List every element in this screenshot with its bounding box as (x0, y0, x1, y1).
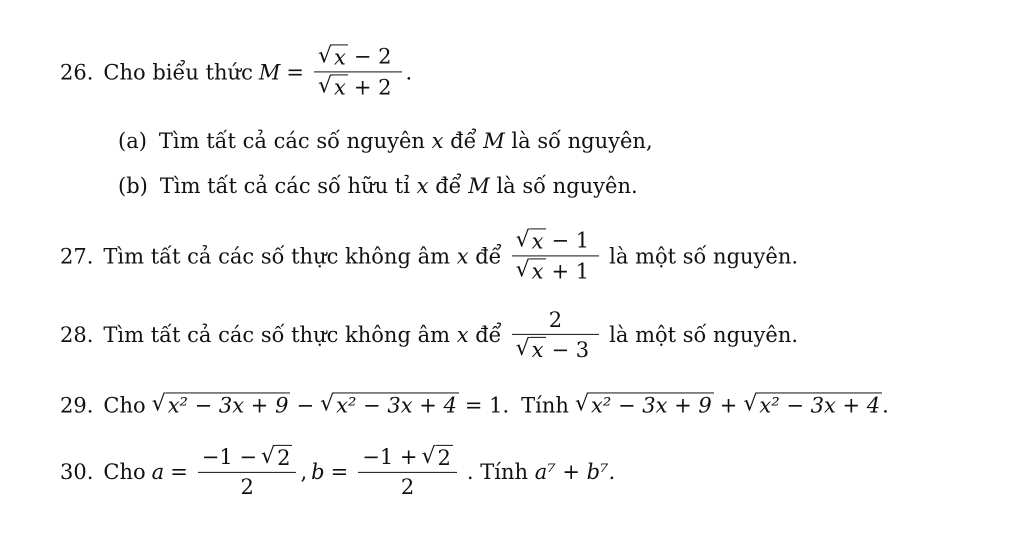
problem-number: 28. (60, 322, 94, 347)
definition-a: a = −1 − √ 2 2 , b = −1 + √ 2 2 (152, 445, 461, 499)
variable-M: M (468, 174, 490, 198)
variable-b: b (311, 459, 325, 484)
problem-text: Cho biểu thức (103, 60, 253, 84)
square-root: √ x (317, 43, 346, 70)
variable-a: a (151, 459, 165, 484)
fraction (512, 228, 600, 283)
fraction (314, 44, 402, 99)
problem-number: 30. (60, 459, 94, 484)
square-root: √ x² − 3x + 4 (743, 391, 881, 418)
variable-x: x (456, 322, 469, 347)
fraction-bar (314, 72, 402, 73)
fraction-denominator: √ x + 2 (317, 73, 392, 100)
square-root: √ x (515, 227, 544, 254)
period: . (405, 60, 413, 84)
fraction-numerator: √ x − 2 (317, 43, 392, 70)
variable-x: x (416, 174, 429, 198)
square-root: √ x (317, 73, 346, 100)
equation: √ x² − 3x + 9 − √ x² − 3x + 4 = 1. (151, 391, 510, 418)
fraction-denominator: √ x + 1 (515, 257, 590, 284)
fraction-numerator: 2 (548, 307, 563, 332)
square-root: √ x (515, 257, 544, 284)
square-root: √ 2 (421, 443, 451, 470)
fraction (198, 445, 297, 499)
fraction-bar (198, 472, 297, 473)
fraction-bar (512, 334, 600, 335)
part-label: (b) (118, 174, 148, 198)
variable-M: M (483, 129, 505, 153)
fraction-bar (512, 256, 600, 257)
variable-x: x (431, 129, 444, 153)
fraction-numerator: −1 − √ 2 (201, 443, 291, 470)
square-root: √ x² − 3x + 9 (574, 391, 712, 418)
variable-x: x (456, 244, 469, 268)
square-root: √ x² − 3x + 4 (320, 391, 457, 418)
fraction (358, 445, 457, 499)
fraction-bar (358, 472, 457, 473)
equals-sign: = (286, 60, 304, 84)
variable-M: M (258, 60, 281, 84)
square-root: √ 2 (261, 443, 291, 470)
problem-number: 29. (60, 393, 94, 417)
fraction (512, 308, 600, 362)
problem-number: 27. (60, 244, 94, 268)
fraction-numerator: √ x − 1 (515, 227, 590, 254)
fraction-denominator: √ x − 3 (515, 336, 590, 363)
part-label: (a) (118, 129, 147, 153)
fraction-denominator: 2 (400, 474, 415, 499)
target-expression: a⁷ + b⁷. (534, 459, 616, 484)
square-root: √ x (515, 336, 544, 363)
fraction-numerator: −1 + √ 2 (362, 443, 451, 470)
expression-M (259, 44, 412, 99)
fraction-denominator: 2 (240, 474, 254, 499)
square-root: √ x² − 3x + 9 (151, 391, 289, 418)
problem-number: 26. (60, 60, 94, 84)
target-expression: √ x² − 3x + 9 + √ x² − 3x + 4 . (574, 391, 889, 418)
problem-sheet: 26. Cho biểu thức M = √ x − 2 √ x + 2 . (a) Tìm tất cả các số nguyên x để M là số nguyên, (b) Tìm tất cả các số hữu tỉ x để M là số nguyên. 27. Tìm tất cả các số thực không âm x để √ x − 1 √ x + 1 là một số nguyên. 28. Tìm tất cả các số thực không âm x để 2 √ x − 3 là một số nguyên. 29. Cho √ x² − 3x + 9 − √ x² − 3x + 4 = 1. Tính √ x² − 3x + 9 + √ x² − 3x + 4 . 30. Cho a = −1 − √ 2 2 , b = −1 + √ 2 2 . Tính a⁷ + b⁷. (60, 43, 889, 499)
